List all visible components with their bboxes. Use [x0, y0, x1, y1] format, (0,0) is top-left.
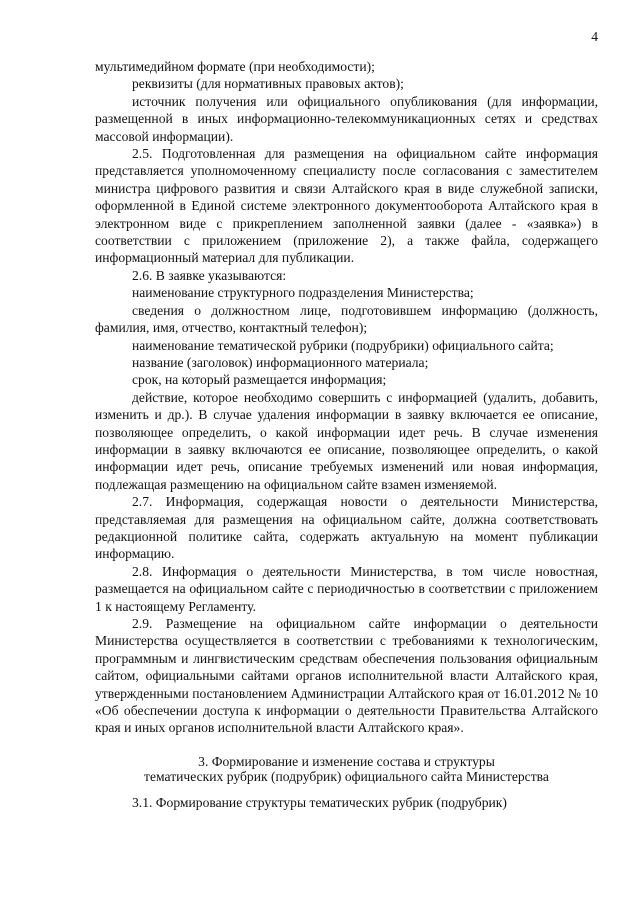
paragraph: название (заголовок) информационного материала;	[132, 354, 429, 370]
document-body	[95, 58, 598, 737]
paragraph: 2.7. Информация, содержащая новости о деятельности Министерства, представляемая для размещения на официальном сайте, должна соответствовать редакционной политике сайта, содержать актуальную на момент публикации информацию.	[95, 494, 598, 562]
paragraph: реквизиты (для нормативных правовых актов);	[132, 76, 404, 92]
section-title-line-1: 3. Формирование и изменение состава и структуры	[198, 753, 495, 769]
paragraph: 2.6. В заявке указываются:	[132, 267, 287, 283]
paragraph: срок, на который размещается информация;	[132, 372, 387, 388]
paragraph: сведения о должностном лице, подготовившем информацию (должность, фамилия, имя, отчество, контактный телефон);	[95, 302, 598, 336]
paragraph: наименование структурного подразделения Министерства;	[132, 285, 474, 301]
paragraph: действие, которое необходимо совершить с информацией (удалить, добавить, изменить и др.). В случае удаления информации в заявку включается ее описание, позволяющее определить, о какой информации идет речь. В случае изменения информации в заявку включаются ее описание, позволяющее определить, о какой информации идет речь, описание требуемых изменений или новая информация, подлежащая размещению на официальном сайте взамен изменяемой.	[95, 389, 598, 492]
paragraph: наименование тематической рубрики (подрубрики) официального сайта;	[132, 337, 554, 353]
paragraph: 2.9. Размещение на официальном сайте информации о деятельности Министерства осуществляется в соответствии с требованиями к технологическим, программным и лингвистическим средствам обеспечения пользования официальным сайтом, официальными сайтами органов исполнительной власти Алтайского края, утвержденными постановлением Администрации Алтайского края от 16.01.2012 № 10 «Об обеспечении доступа к информации о деятельности Правительства Алтайского края и иных органов исполнительной власти Алтайского края».	[95, 616, 598, 736]
paragraph: источник получения или официального опубликования (для информации, размещенной в иных информационно-телекоммуникационных сетях и средствах массовой информации).	[95, 93, 598, 144]
paragraph: мультимедийном формате (при необходимости);	[95, 59, 375, 74]
paragraph: 2.5. Подготовленная для размещения на официальном сайте информация представляется уполномоченному специалисту после согласования с заместителем министра цифрового развития и связи Алтайского края в виде служебной записки, оформленной в Единой системе электронного документооборота Алтайского края в электронном виде с прикреплением заполненной заявки (далее - «заявка») в соответствии с приложением (приложение 2), а также файла, содержащего информационный материал для публикации.	[95, 146, 598, 266]
page-number: 4	[591, 29, 598, 44]
paragraph: 2.8. Информация о деятельности Министерства, в том числе новостная, размещается на официальном сайте с периодичностью в соответствии с приложением 1 к настоящему Регламенту.	[95, 563, 598, 614]
section-title-line-2: тематических рубрик (подрубрик) официального сайта Министерства	[144, 768, 549, 784]
paragraph: 3.1. Формирование структуры тематических рубрик (подрубрик)	[132, 794, 507, 810]
